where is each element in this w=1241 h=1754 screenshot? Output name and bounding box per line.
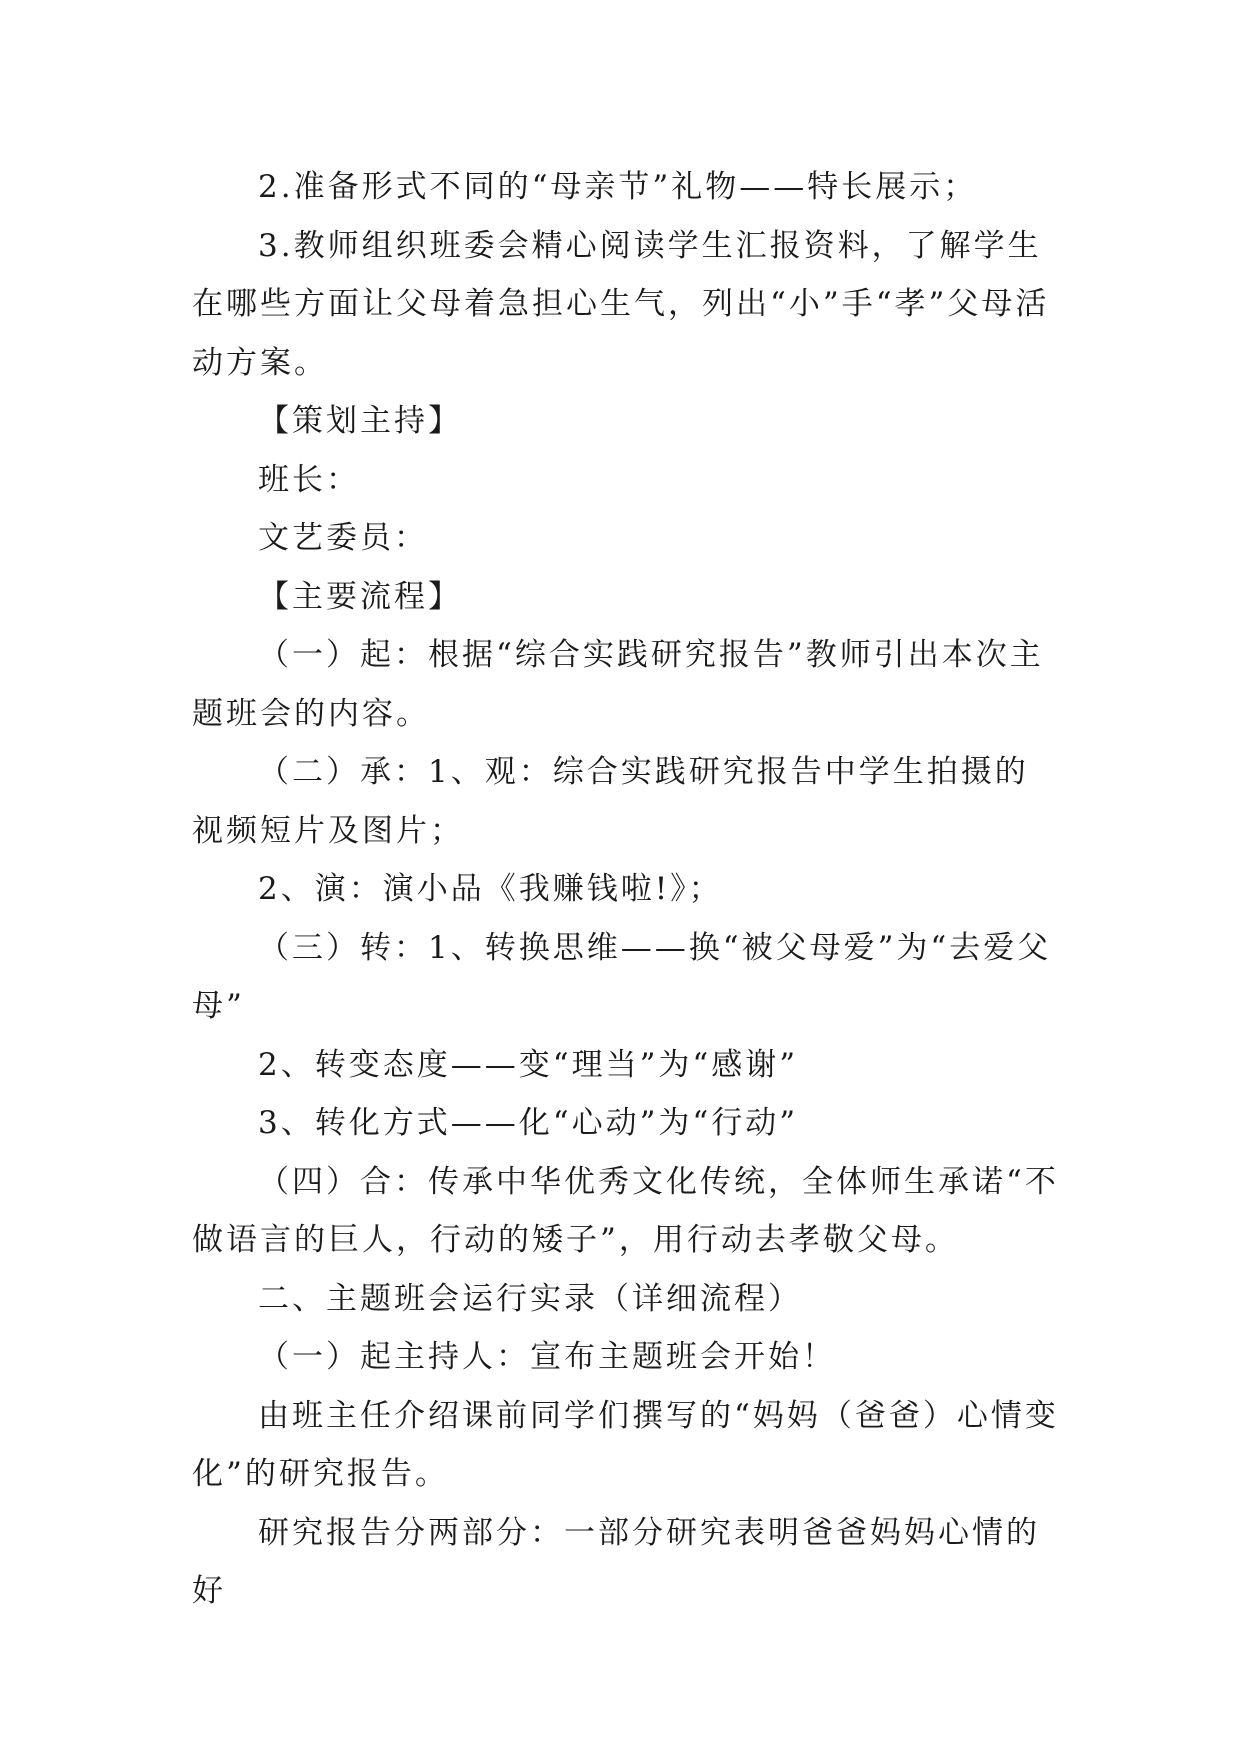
document-body [192,158,1062,1621]
paragraph-step-two-act: 2、演：演小品《我赚钱啦!》； [258,871,723,907]
paragraph-step-two: （二）承：1、观：综合实践研究报告中学生拍摄的视频短片及图片； [192,754,1029,849]
paragraph-step-four: （四）合：传承中华优秀文化传统，全体师生承诺“不做语言的巨人，行动的矮子”，用行动去孝敬父母。 [192,1163,1059,1258]
paragraph-record-intro: 由班主任介绍课前同学们撰写的“妈妈（爸爸）心情变化”的研究报告。 [192,1397,1059,1492]
section-heading-record: 二、主题班会运行实录（详细流程） [258,1280,802,1317]
paragraph-arts-committee: 文艺委员： [258,520,428,556]
section-heading-planning-host: 【策划主持】 [258,403,462,439]
paragraph-record-start: （一）起主持人：宣布主题班会开始！ [258,1339,836,1375]
paragraph-step-one: （一）起：根据“综合实践研究报告”教师引出本次主题班会的内容。 [192,637,1044,732]
paragraph-prepare-gifts: 2.准备形式不同的“母亲节”礼物——特长展示； [258,169,978,205]
paragraph-monitor: 班长： [258,461,360,498]
paragraph-step-three: （三）转：1、转换思维——换“被父母爱”为“去爱父母” [192,929,1052,1024]
paragraph-step-three-attitude: 2、转变态度——变“理当”为“感谢” [258,1046,799,1083]
paragraph-record-report: 研究报告分两部分：一部分研究表明爸爸妈妈心情的好 [192,1514,1040,1609]
paragraph-teacher-organize: 3.教师组织班委会精心阅读学生汇报资料，了解学生在哪些方面让父母着急担心生气，列出“小”手“孝”父母活动方案。 [192,227,1050,381]
section-heading-main-process: 【主要流程】 [258,578,462,615]
paragraph-step-three-method: 3、转化方式——化“心动”为“行动” [258,1105,799,1141]
